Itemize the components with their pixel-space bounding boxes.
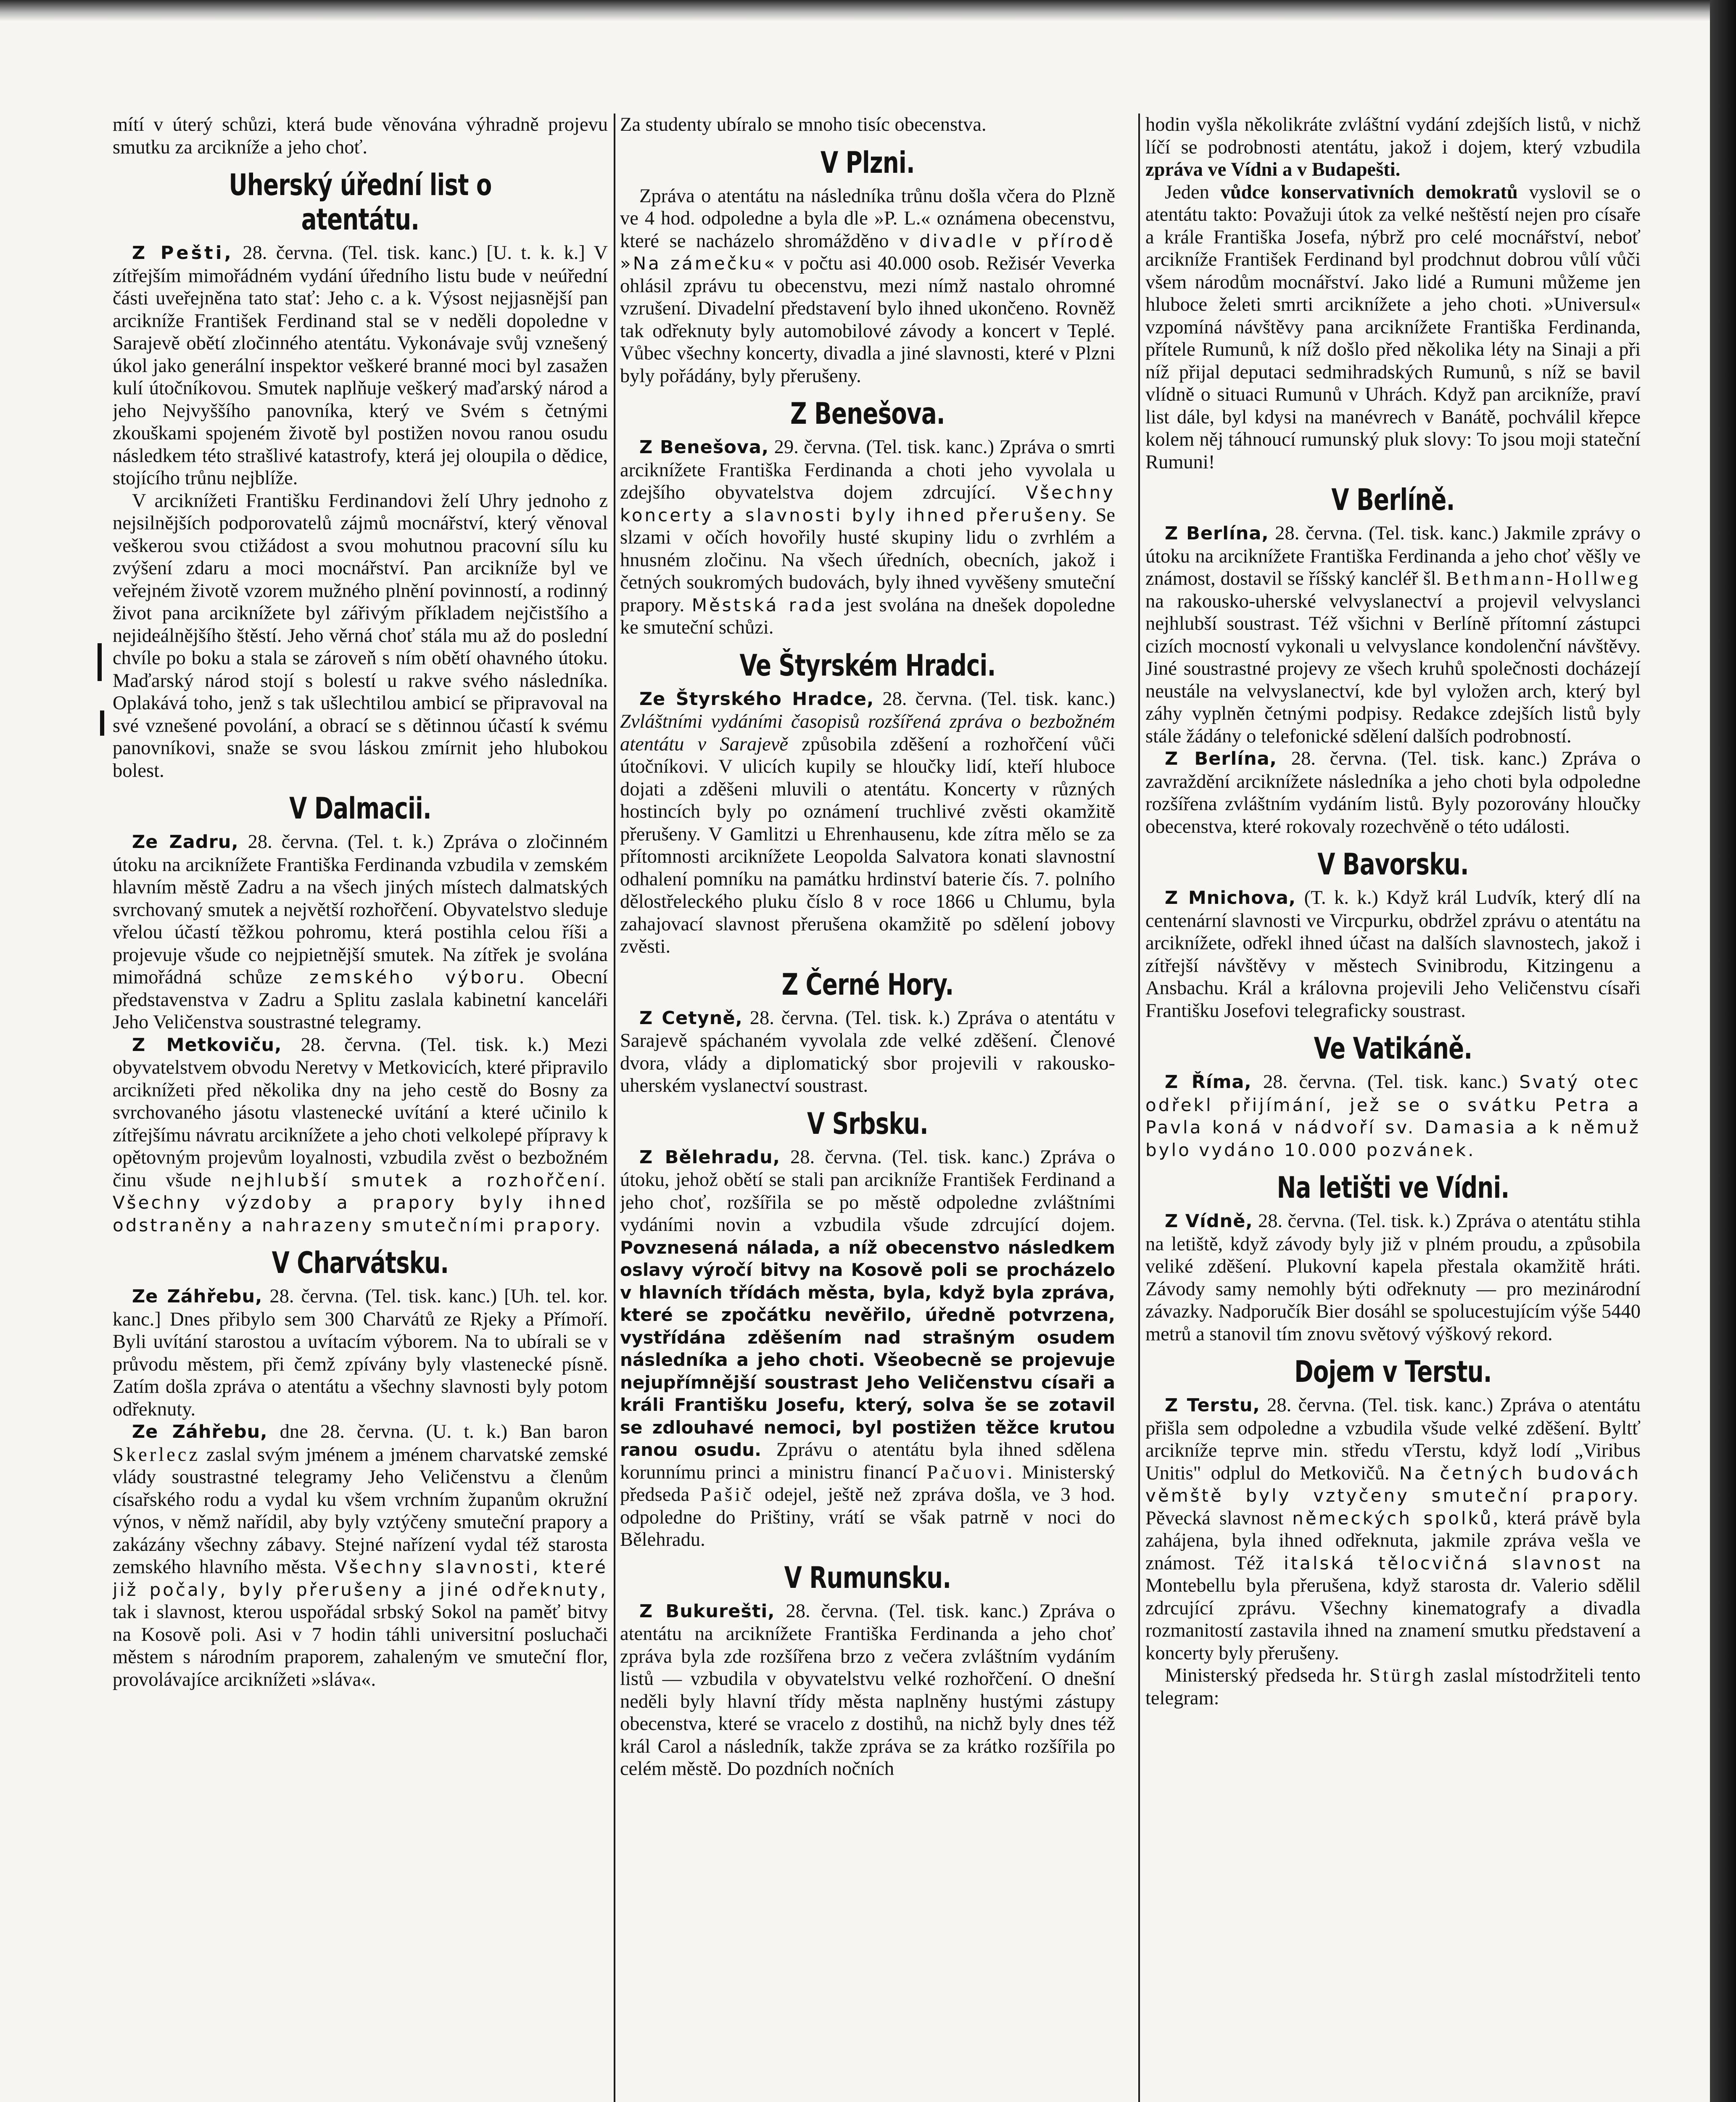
article-paragraph: Ze Záhřebu, dne 28. června. (U. t. k.) Ban baron Skerlecz zaslal svým jménem a jménem charvatské zemské vlády soustrastné telegramy Jeho Veličenstvu a členům císařského rodu a vydal ku všem vrchním županům okružní výnos, v němž nařídil, aby byly vztýčeny smuteční prapory a zakázány všechny zábavy. Stejné nařízení vydal též starosta zemského hlavního města. Všechny slavnosti, které již počaly, byly přerušeny a jiné odřeknuty, tak i slavnost, kterou uspořádal srbský Sokol na paměť bitvy na Kosově poli. Asi v 7 hodin táhli universitní posluchači městem s národním praporem, zahaleným ve smuteční flor, provolávajíce arciknížeti »sláva«. — [113, 1421, 608, 1690]
column-rule-left — [614, 114, 615, 2102]
article-paragraph: Zpráva o atentátu na následníka trůnu došla včera do Plzně ve 4 hod. odpoledne a byla dle »P. L.« oznámena obecenstvu, které se nacházelo shromážděno v divadle v přírodě »Na zámečku« v počtu asi 40.000 osob. Režisér Veverka ohlásil zprávu tu obecenstvu, mezi nímž nastalo ohromné vzrušení. Divadelní představení bylo ihned ukončeno. Rovněž tak odřeknuty byly automobilové závody a koncert v Teplé. Vůbec všechny koncerty, divadla a jiné slavnosti, které v Plzni byly pořádány, byly přerušeny. — [620, 185, 1115, 387]
page-right-edge — [1710, 0, 1736, 2102]
headline-letisti: Na letišti ve Vídni. — [1277, 1170, 1509, 1205]
article-paragraph: mítí v úterý schůzi, která bude věnována výhradně projevu smutku za arcikníže a jeho choť. — [113, 114, 608, 158]
column-3 — [1145, 114, 1641, 2102]
headline-vatikane: Ve Vatikáně. — [1314, 1031, 1472, 1066]
article-paragraph: Z Vídně, 28. června. (Tel. tisk. k.) Zpráva o atentátu stihla na letiště, když závody byly již v plném proudu, a způsobila veliké zděšení. Plukovní kapela přestala okamžitě hráti. Závody samy nemohly býti odřeknuty — pro mezinárodní závazky. Nadporučík Bier dosáhl se spolucestujícím výše 5440 metrů a stanovil tím znovu světový výškový rekord. — [1145, 1210, 1641, 1345]
headline-rumunsku: V Rumunsku. — [784, 1560, 951, 1595]
headline-plzni: V Plzni. — [821, 145, 915, 180]
article-paragraph: Z Berlína, 28. června. (Tel. tisk. kanc.) Jakmile zprávy o útoku na arciknížete Františka Ferdinanda a jeho choť věšly ve známost, dostavil se říšský kancléř šl. Bethmann-Hollweg na rakousko-uherské velvyslanectví a projevil velvyslanci nejhlubší soustrast. Též všichni v Berlíně přítomní zástupci cizích mocností vykonali u velvyslance kondolenční návštěvy. Jiné soustrastné projevy ze všech kruhů společnosti docházejí neustále na velvyslanectví, kde byl vyložen arch, který byl záhy vyplněn četnými podpisy. Redakce zdejších listů byly stále žádány o telefonické sdělení dalších podrobností. — [1145, 523, 1641, 747]
article-paragraph: Z Mnichova, (T. k. k.) Když král Ludvík, který dlí na centenární slavnosti ve Vircpurku, obdržel zprávu o atentátu na arciknížete, odřekl ihned účast na dalších slavnostech, jakož i zítřejší návštěvy v městech Svinibrodu, Kitzingenu a Ansbachu. Král a královna projevili Jeho Veličenstvu císaři Františku Josefovi telegraficky soustrast. — [1145, 887, 1641, 1022]
page-top-edge — [0, 0, 1736, 21]
headline-charvatsku: V Charvátsku. — [272, 1246, 449, 1280]
article-paragraph: V arciknížeti Františku Ferdinandovi želí Uhry jednoho z nejsilnějších podporovatelů zájmů mocnářství, který věnoval veškerou svou ctižádost a svou mohutnou pracovní sílu ku zvýšení zdaru a moci mocnářství. Pan arcikníže byl ve veřejném životě vzorem mužného plnění povinností, a rodinný život pana arciknížete byl zářivým příkladem nejčistšího a nejideálnějšího štěstí. Jeho věrná choť stála mu až do poslední chvíle po boku a stala se zároveň s ním obětí ohavného útoku. Maďarský národ stojí s bolestí u rakve svého následníka. Oplakává toho, jenž s tak ušlechtilou ambicí se připravoval na své vznešené povolání, a obrací se s dětinnou účastí k svému panovníkovi, snaže se svou láskou zmírnit jeho hlubokou bolest. — [113, 490, 608, 782]
article-paragraph: hodin vyšla několikráte zvláštní vydání zdejších listů, v nichž líčí se podrobnosti atentátu, jakož i dojem, který vzbudila zpráva ve Vídni a v Budapešti. — [1145, 114, 1641, 180]
article-paragraph: Z Cetyně, 28. června. (Tel. tisk. k.) Zpráva o atentátu v Sarajevě spáchaném vyvolala zde velké zděšení. Členové dvora, vlády a diplomatický sbor projevili v rakousko-uherském vyslanectví soustrast. — [620, 1007, 1115, 1096]
article-paragraph: Jeden vůdce konservativních demokratů vyslovil se o atentátu takto: Považuji útok za velké neštěstí nejen pro císaře a krále Františka Josefa, nýbrž pro celé mocnářství, neboť arcikníže František Ferdinand byl prodchnut dobrou vůlí vůči všem národům mocnářství. Jako lidé a Rumuni můžeme jen hluboce želeti smrti arciknížete a jeho choti. »Universul« vzpomíná návštěvy pana arciknížete Františka Ferdinanda, přítele Rumunů, k níž došlo před několika léty na Sinaji a při níž přijal deputaci sedmihradských Rumunů, s níž se bavil vlídně o situaci Rumunů v Uhrách. Když pan arcikníže, praví list dále, byl kdysi na manévrech v Banátě, pochválil křepce kolem něj táhnoucí rumunský pluk slovy: To jsou moji stateční Rumuni! — [1145, 181, 1641, 473]
headline-bavorsku: V Bavorsku. — [1317, 847, 1469, 882]
column-2 — [620, 114, 1115, 2102]
article-paragraph: Ze Zadru, 28. června. (Tel. t. k.) Zpráva o zločinném útoku na arciknížete Františka Ferdinanda vzbudila v zemském hlavním městě Zadru a na všech jiných místech dalmatských svrchovaný smutek a největší rozhořčení. Obyvatelstvo sleduje vřelou účastí těžkou pohromu, která postihla celou říši a projevuje všude co nejpietnější smutek. Na zítřek je svolána mimořádná schůze zemského výboru. Obecní představenstva v Zadru a Splitu zaslala kabinetní kanceláři Jeho Veličenstva soustrastné telegramy. — [113, 831, 608, 1033]
article-paragraph: Z Terstu, 28. června. (Tel. tisk. kanc.) Zpráva o atentátu přišla sem odpoledne a vzbudila všude velké zděšení. Byltť arcikníže teprve min. středu vTerstu, když lodí „Viribus Unitis" odplul do Metkovičů. Na četných budovách věmště byly vztyčeny smuteční prapory. Pěvecká slavnost německých spolků, která právě byla zahájena, byla ihned odřeknuta, jakmile zpráva vešla ve známost. Též italská tělocvičná slavnost na Montebellu byla přerušena, když starosta dr. Valerio sdělil zdrcující zprávu. Všechny kinematografy a divadla rozmanitostí zastavila ihned na znamení smutku představení a koncerty byly přerušeny. — [1145, 1394, 1641, 1664]
margin-mark — [98, 643, 102, 681]
headline-dalmacii: V Dalmacii. — [289, 791, 431, 826]
headline-berline: V Berlíně. — [1331, 483, 1455, 517]
article-paragraph: Z Bukurešti, 28. června. (Tel. tisk. kanc.) Zpráva o atentátu na arciknížete Františka Ferdinanda a jeho choť zpráva byla zde rozšířena brzo z večera zvláštním vydáním listů — vzbudila v obyvatelstvu velké rozhořčení. O dnešní neděli byly hlavní třídy města naplněny hustými zástupy obecenstva, které se vracelo z dostihů, na nichž byly dnes též král Carol a následník, takže zpráva se za krátko rozšířila po celém městě. Do pozdních nočních — [620, 1600, 1115, 1780]
article-paragraph: Z Pešti, 28. června. (Tel. tisk. kanc.) [U. t. k. k.] V zítřejším mimořádném vydání úředního listu bude v neúřední části uveřejněna tato stať: Jeho c. a k. Výsost nejjasnější pan arcikníže František Ferdinand stal se v neděli dopoledne v Sarajevě obětí zločinného atentátu. Vykonávaje svůj vznešený úkol jako generální inspektor veškeré branné moci byl zasažen kulí útočníkovou. Smutek naplňuje veškerý maďarský národ a jeho Nejvyššího panovníka, který ve Svém s četnými zkouškami spojeném životě byl postižen novou ranou osudu následkem této strašlivé katastrofy, která jej oloupila o dědice, stojícího trůnu nejblíže. — [113, 242, 608, 489]
margin-mark — [100, 710, 104, 736]
headline-srbsku: V Srbsku. — [807, 1106, 928, 1141]
article-paragraph: Z Berlína, 28. června. (Tel. tisk. kanc.) Zpráva o zavraždění arciknížete následníka a jeho choti byla odpoledne rozšířena zvláštním vydáním listů. Byly pozorovány hloučky obecenstva, které rokovaly rozechvěně o této události. — [1145, 748, 1641, 837]
article-paragraph: Ministerský předseda hr. Stürgh zaslal místodržiteli tento telegram: — [1145, 1665, 1641, 1709]
article-paragraph: Za studenty ubíralo se mnoho tisíc obecenstva. — [620, 114, 987, 135]
article-paragraph: Z Metkoviču, 28. června. (Tel. tisk. k.) Mezi obyvatelstvem obvodu Neretvy v Metkovicích, které připravilo arciknížeti před několika dny na jeho cestě do Bosny za svrchovaného jásotu vlastenecké uvítání a které učinilo k zítřejšímu návratu arciknížete a jeho choti velkolepé přípravy k opětovným projevům loyalnosti, vzbudila zvěst o bezbožném činu všude nejhlubší smutek a rozhořčení. Všechny výzdoby a prapory byly ihned odstraněny a nahrazeny smutečními prapory. — [113, 1034, 608, 1236]
headline-styrskem: Ve Štyrském Hradci. — [739, 648, 996, 683]
article-paragraph: Z Říma, 28. června. (Tel. tisk. kanc.) Svatý otec odřekl přijímání, jež se o svátku Petra a Pavla koná v nádvoří sv. Damasia a k němuž bylo vydáno 10.000 pozvánek. — [1145, 1071, 1641, 1160]
headline-uhersky: Uherský úřední list o atentátu. — [229, 168, 492, 237]
article-paragraph: Z Bělehradu, 28. června. (Tel. tisk. kanc.) Zpráva o útoku, jehož obětí se stali pan arcikníže František Ferdinand a jeho choť, rozšířila se po městě odpoledne zvláštními vydáními novin a vzbudila všude zdrcující dojem. Povznesená nálada, a níž obecenstvo následkem oslavy výročí bitvy na Kosově poli se procházelo v hlavních třídách města, byla, když byla zpráva, které se zpočátku nevěřilo, úředně potvrzena, vystřídána zděšením nad strašným osudem následníka a jeho choti. Všeobecně se projevuje nejupřímnější soustrast Jeho Veličenstvu císaři a králi Františku Josefu, který, solva še se zotavil se zdlouhavé nemoci, byl postižen těžce krutou ranou osudu. Zprávu o atentátu byla ihned sdělena korunnímu princi a ministru financí Pačuovi. Ministerský předseda Pašič odejel, ještě než zpráva došla, ve 3 hod. odpoledne do Prištiny, vrátí se však patrně v noci do Bělehradu. — [620, 1146, 1115, 1550]
headline-cerne-hory: Z Černé Hory. — [781, 967, 954, 1002]
article-paragraph: Ze Záhřebu, 28. června. (Tel. tisk. kanc.) [Uh. tel. kor. kanc.] Dnes přibylo sem 300 Charvátů ze Rjeky a Přímoří. Byli uvítání starostou a uvítacím výborem. Na to ubírali se v průvodu městem, při čemž zpívány byly vlastenecké písně. Zatím došla zpráva o atentátu a všechny slavnosti byly potom odřeknuty. — [113, 1286, 608, 1420]
article-paragraph: Ze Štyrského Hradce, 28. června. (Tel. tisk. kanc.) Zvláštními vydáními časopisů rozšířená zpráva o bezbožném atentátu v Sarajevě způsobila zděšení a rozhořčení vůči útočníkovi. V ulicích kupily se hloučky lidí, kteří hluboce dojati a zděšeni mluvili o atentátu. Koncerty v různých hostincích byly po oznámení truchlivé zvěsti okamžitě přerušeny. V Gamlitzi u Ehrenhausenu, kde zítra mělo se za přítomnosti arciknížete Leopolda Salvatora konati slavnostní odhalení pomníku na památku hrdinství baterie čís. 7. polního dělostřeleckého pluku číslo 8 v roce 1866 u Chlumu, byla zahajovací slavnost přerušena okamžitě po sdělení jobovy zvěsti. — [620, 688, 1115, 957]
column-1 — [113, 114, 608, 2102]
article-paragraph: Z Benešova, 29. června. (Tel. tisk. kanc.) Zpráva o smrti arciknížete Františka Ferdinanda a choti jeho vyvolala u zdejšího obyvatelstva dojem zdrcující. Všechny koncerty a slavnosti byly ihned přerušeny. Se slzami v očích hovořily husté skupiny lidu o zvrhlém a hnusném zločinu. Na všech úředních, obecních, jakož i četných soukromých budovách, byly ihned vyvěšeny smuteční prapory. Městská rada jest svolána na dnešek dopoledne ke smuteční schůzi. — [620, 436, 1115, 638]
headline-terstu: Dojem v Terstu. — [1294, 1355, 1492, 1389]
column-rule-right — [1138, 114, 1140, 2102]
headline-benesova: Z Benešova. — [790, 396, 945, 431]
